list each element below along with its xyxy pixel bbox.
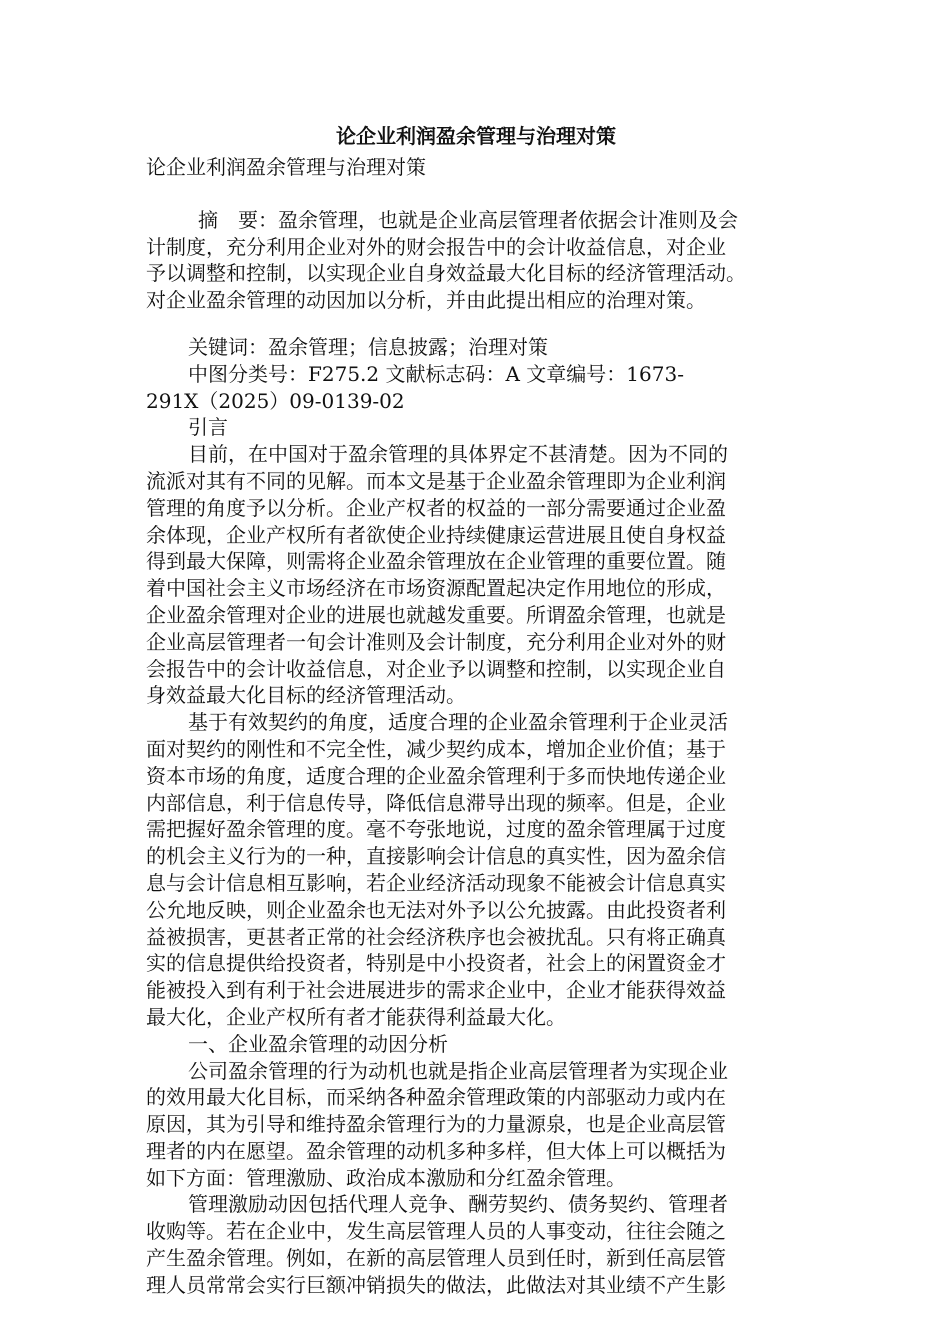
paragraph-4 — [146, 1191, 806, 1298]
paragraph-line: 流派对其有不同的见解。而本文是基于企业盈余管理即为企业利润 — [146, 468, 726, 493]
paragraph-line: 余体现，企业产权所有者欲使企业持续健康运营进展且使自身权益 — [146, 522, 726, 547]
paragraph-line: 如下方面：管理激励、政治成本激励和分红盈余管理。 — [146, 1165, 626, 1190]
keywords: 关键词：盈余管理；信息披露；治理对策 — [188, 334, 548, 359]
classification — [146, 361, 806, 415]
paragraph-line: 内部信息，利于信息传导，降低信息滞导出现的频率。但是，企业 — [146, 790, 726, 815]
paragraph-line: 企业盈余管理对企业的进展也就越发重要。所谓盈余管理，也就是 — [146, 602, 726, 627]
paragraph-line: 资本市场的角度，适度合理的企业盈余管理利于多而快地传递企业 — [146, 763, 726, 788]
paragraph-line: 收购等。若在企业中，发生高层管理人员的人事变动，往往会随之 — [146, 1219, 726, 1244]
paragraph-line: 面对契约的刚性和不完全性，减少契约成本，增加企业价值；基于 — [146, 736, 726, 761]
paragraph-line: 着中国社会主义市场经济在市场资源配置起决定作用地位的形成， — [146, 576, 726, 601]
abstract-line: 予以调整和控制，以实现企业自身效益最大化目标的经济管理活动。 — [146, 261, 746, 286]
paragraph-line: 公司盈余管理的行为动机也就是指企业高层管理者为实现企业 — [188, 1058, 728, 1083]
paragraph-line: 产生盈余管理。例如，在新的高层管理人员到任时，新到任高层管 — [146, 1246, 726, 1271]
abstract — [146, 207, 806, 314]
paragraph-line: 益被损害，更甚者正常的社会经济秩序也会被扰乱。只有将正确真 — [146, 924, 726, 949]
paragraph-line: 能被投入到有利于社会进展进步的需求企业中，企业才能获得效益 — [146, 978, 726, 1003]
abstract-line: 对企业盈余管理的动因加以分析，并由此提出相应的治理对策。 — [146, 288, 706, 313]
paragraph-line: 目前，在中国对于盈余管理的具体界定不甚清楚。因为不同的 — [188, 442, 728, 467]
paragraph-3 — [146, 1058, 806, 1192]
paragraph-line: 理人员常常会实行巨额冲销损失的做法，此做法对其业绩不产生影 — [146, 1272, 726, 1297]
spacer — [146, 181, 806, 207]
paragraph-line: 管理激励动因包括代理人竞争、酬劳契约、债务契约、管理者 — [188, 1192, 728, 1217]
paragraph-line: 企业高层管理者一旬会计准则及会计制度，充分利用企业对外的财 — [146, 629, 726, 654]
paragraph-line: 实的信息提供给投资者，特别是中小投资者，社会上的闲置资金才 — [146, 951, 726, 976]
paragraph-line: 需把握好盈余管理的度。毫不夸张地说，过度的盈余管理属于过度 — [146, 817, 726, 842]
paragraph-line: 理者的内在愿望。盈余管理的动机多种多样，但大体上可以概括为 — [146, 1138, 726, 1163]
paragraph-line: 基于有效契约的角度，适度合理的企业盈余管理利于企业灵活 — [188, 710, 728, 735]
document-page — [146, 118, 806, 1299]
abstract-line: 计制度，充分利用企业对外的财会报告中的会计收益信息，对企业 — [146, 234, 726, 259]
document-title: 论企业利润盈余管理与治理对策 — [336, 124, 616, 148]
paragraph-1 — [146, 441, 806, 709]
paragraph-2 — [146, 709, 806, 1031]
paragraph-line: 的机会主义行为的一种，直接影响会计信息的真实性，因为盈余信 — [146, 844, 726, 869]
section-heading: 一、企业盈余管理的动因分析 — [188, 1031, 448, 1056]
paragraph-line: 原因，其为引导和维持盈余管理行为的力量源泉，也是企业高层管 — [146, 1112, 726, 1137]
paragraph-line: 的效用最大化目标，而采纳各种盈余管理政策的内部驱动力或内在 — [146, 1085, 726, 1110]
classification-line: 中图分类号：F275.2 文献标志码：A 文章编号：1673- — [188, 361, 684, 386]
document-subtitle: 论企业利润盈余管理与治理对策 — [146, 155, 426, 179]
spacer — [146, 314, 806, 334]
classification-line: 291X（2025）09-0139-02 — [146, 388, 405, 413]
paragraph-line: 身效益最大化目标的经济管理活动。 — [146, 683, 466, 708]
paragraph-line: 会报告中的会计收益信息，对企业予以调整和控制，以实现企业自 — [146, 656, 726, 681]
paragraph-line: 最大化，企业产权所有者才能获得利益最大化。 — [146, 1004, 566, 1029]
paragraph-line: 管理的角度予以分析。企业产权者的权益的一部分需要通过企业盈 — [146, 495, 726, 520]
paragraph-line: 得到最大保障，则需将企业盈余管理放在企业管理的重要位置。随 — [146, 549, 726, 574]
paragraph-line: 息与会计信息相互影响，若企业经济活动现象不能被会计信息真实 — [146, 870, 726, 895]
intro-heading: 引言 — [188, 415, 228, 440]
paragraph-line: 公允地反映，则企业盈余也无法对外予以公允披露。由此投资者利 — [146, 897, 726, 922]
abstract-line: 摘 要：盈余管理，也就是企业高层管理者依据会计准则及会 — [198, 207, 738, 232]
